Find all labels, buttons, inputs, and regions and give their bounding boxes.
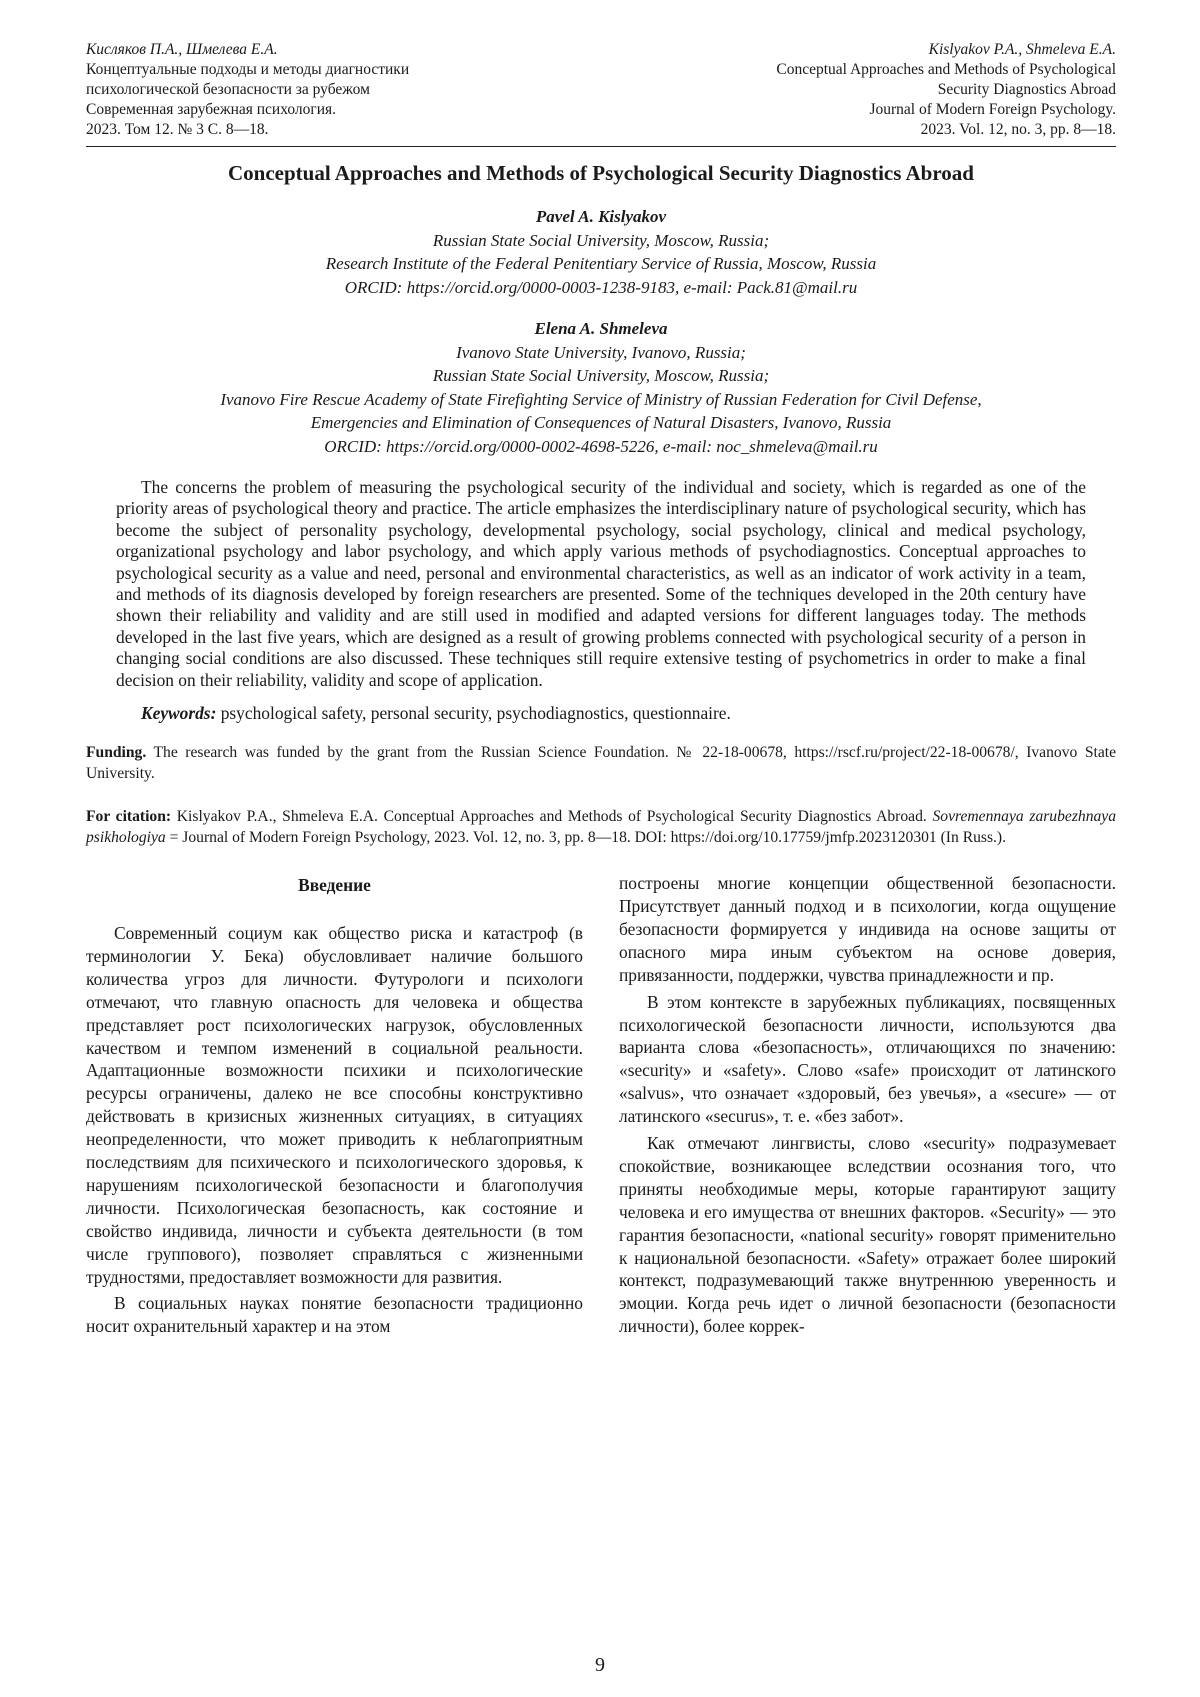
keywords-text: psychological safety, personal security, psychodiagnostics, questionnaire. — [220, 703, 731, 724]
author-affiliation: Ivanovo Fire Rescue Academy of State Firefighting Service of Ministry of Russian Federation for Civil Defense, — [220, 389, 982, 409]
author-block-1 — [86, 205, 1116, 299]
header-right-title-line2: Security Diagnostics Abroad — [937, 81, 1116, 98]
header-left-title-line1: Концептуальные подходы и методы диагностики — [86, 61, 410, 78]
author-orcid: ORCID: https://orcid.org/0000-0002-4698-5226, e-mail: noc_shmeleva@mail.ru — [324, 436, 878, 456]
section-heading: Введение — [298, 875, 371, 896]
author-block-2 — [86, 317, 1116, 458]
author-name: Pavel A. Kislyakov — [535, 207, 667, 226]
right-column — [619, 872, 1116, 1338]
header-right-authors: Kislyakov P.A., Shmeleva E.A. — [928, 41, 1116, 58]
body-columns — [86, 872, 1116, 1338]
header-right-issue: 2023. Vol. 12, no. 3, pp. 8—18. — [920, 121, 1116, 138]
citation — [86, 806, 1116, 848]
header-left — [86, 40, 409, 140]
author-name: Elena A. Shmeleva — [534, 319, 668, 338]
author-affiliation: Russian State Social University, Moscow, Russia; — [432, 230, 770, 250]
header-right-title-line1: Conceptual Approaches and Methods of Psychological — [776, 61, 1116, 78]
running-header — [86, 40, 1116, 140]
header-left-issue: 2023. Том 12. № 3 С. 8—18. — [86, 121, 269, 138]
funding-text: The research was funded by the grant from the Russian Science Foundation. № 22-18-00678, https://rscf.ru/project/22-18-00678/, Ivanovo State University. — [86, 744, 1116, 783]
article-page — [86, 40, 1116, 1338]
citation-text: Kislyakov P.A., Shmeleva E.A. Conceptual Approaches and Methods of Psychological Security Diagnostics Abroad. — [176, 808, 927, 826]
paragraph: Современный социум как общество риска и катастроф (в терминологии У. Бека) обусловливает наличие большого количества угроз для личности. Футурологи и психологи отмечают, что главную опасность для человека и общества представляет рост психологических нагрузок, обусловленных качеством и темпом изменений в социальной реальности. Адаптационные возможности психики и психологические ресурсы ограничены, далеко не все способны конструктивно действовать в кризисных жизненных ситуациях, в ситуациях неопределенности, что может приводить к неблагоприятным последствиям для психического и психологического здоровья, к нарушениям психологической безопасности и благополучия личности. Психологическая безопасность, как состояние и свойство индивида, личности и субъекта деятельности (в том числе группового), позволяет справляться с жизненными трудностями, предоставляет возможности для развития. — [86, 922, 583, 1287]
funding — [86, 742, 1116, 784]
citation-journal: Sovremennaya zarubezhnaya psikhologiya — [86, 808, 1117, 847]
abstract: The concerns the problem of measuring the psychological security of the individual and society, which is regarded as one of the priority areas of psychological theory and practice. The article emphasizes the interdisciplinary nature of psychological security, which has become the subject of personality psychology, developmental psychology, social psychology, clinical and medical psychology, organizational psychology and labor psychology, and which apply various methods of psychodiagnostics. Conceptual approaches to psychological security as a value and need, personal and environmental characteristics, as well as an indicator of work activity in a team, and methods of its diagnosis developed by foreign researchers are presented. Some of the techniques developed in the 20th century have shown their reliability and validity and are still used in modified and adapted versions for different languages today. The methods developed in the last five years, which are designed as a result of growing problems connected with psychological security of a person in changing social conditions are also discussed. These techniques still require extensive testing of psychometrics in order to make a final decision on their reliability, validity and scope of application. — [116, 477, 1086, 690]
header-left-journal: Современная зарубежная психология. — [86, 101, 337, 118]
keywords — [116, 703, 1086, 724]
citation-text-2: = Journal of Modern Foreign Psychology, 2023. Vol. 12, no. 3, pp. 8—18. DOI: https://doi.org/10.17759/jmfp.2023120301 (In Russ.). — [169, 829, 1007, 847]
author-orcid: ORCID: https://orcid.org/0000-0003-1238-9183, e-mail: Pack.81@mail.ru — [344, 277, 858, 297]
header-left-title-line2: психологической безопасности за рубежом — [86, 81, 370, 98]
header-left-authors: Кисляков П.А., Шмелева Е.А. — [86, 41, 278, 58]
funding-label: Funding. — [86, 744, 147, 762]
header-right-journal: Journal of Modern Foreign Psychology. — [869, 101, 1116, 118]
author-affiliation: Research Institute of the Federal Penitentiary Service of Russia, Moscow, Russia — [325, 254, 877, 273]
left-column — [86, 872, 583, 1338]
page-number: 9 — [595, 1654, 605, 1676]
paragraph: Как отмечают лингвисты, слово «security» подразумевает спокойствие, возникающее вследствии осознания того, что приняты необходимые меры, которые гарантируют защиту человека и его имущества от внешних факторов. «Security» — это гарантия безопасности, «national security» говорят применительно к национальной безопасности. «Safety» отражает более широкий контекст, подразумевающий также внутреннюю уверенность и эмоции. Когда речь идет о личной безопасности (безопасности личности), более коррек- — [619, 1133, 1116, 1337]
author-affiliation: Russian State Social University, Moscow, Russia; — [432, 366, 770, 385]
keywords-label: Keywords: — [141, 703, 217, 724]
citation-label: For citation: — [86, 808, 172, 826]
paragraph: В социальных науках понятие безопасности традиционно носит охранительный характер и на этом — [86, 1293, 583, 1337]
author-affiliation: Emergencies and Elimination of Consequences of Natural Disasters, Ivanovo, Russia — [310, 413, 892, 432]
paragraph: В этом контексте в зарубежных публикациях, посвященных психологической безопасности личности, используются два варианта слова «безопасность», отличающихся по значению: «security» и «safety». Слово «safe» происходит от латинского «salvus», что означает «здоровый, без увечья», а «secure» — от латинского «securus», т. е. «без забот». — [619, 991, 1116, 1127]
article-title: Conceptual Approaches and Methods of Psychological Security Diagnostics Abroad — [228, 161, 974, 185]
header-right — [776, 40, 1116, 140]
author-affiliation: Ivanovo State University, Ivanovo, Russia; — [456, 342, 746, 362]
paragraph: построены многие концепции общественной безопасности. Присутствует данный подход и в психологии, когда ощущение безопасности формируется у индивида на основе защиты от опасного мира иным субъектом на основе доверия, привязанности, поддержки, чувства принадлежности и пр. — [619, 873, 1116, 985]
header-rule — [86, 146, 1116, 147]
